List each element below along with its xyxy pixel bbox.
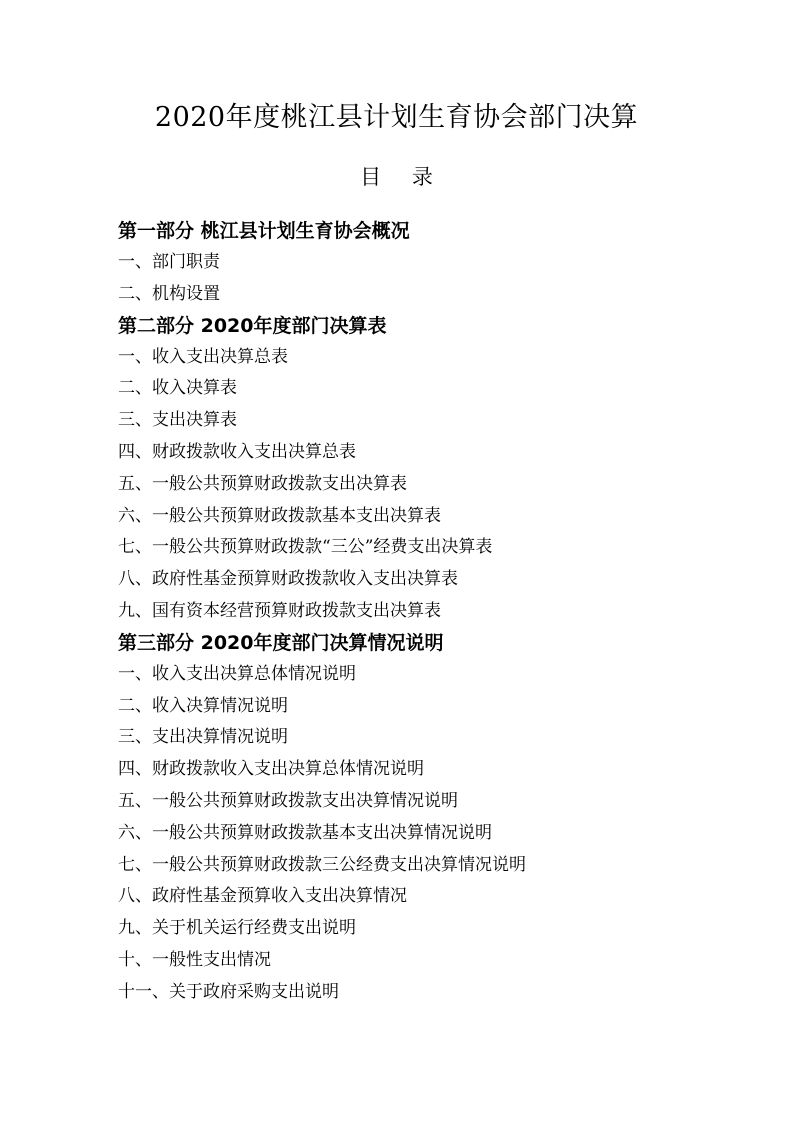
toc-item: 一、收入支出决算总体情况说明 [118, 663, 356, 684]
document-title: 2020年度桃江县计划生育协会部门决算 [154, 102, 639, 133]
toc-item: 二、收入决算情况说明 [118, 695, 288, 716]
toc-item: 七、一般公共预算财政拨款三公经费支出决算情况说明 [118, 854, 526, 875]
toc-item: 八、政府性基金预算财政拨款收入支出决算表 [118, 569, 458, 590]
toc-item: 一、收入支出决算总表 [118, 346, 288, 367]
toc-item: 一、部门职责 [118, 252, 220, 272]
toc-item: 二、收入决算表 [118, 378, 237, 399]
toc-part-3: 第三部分 2020年度部门决算情况说明 [118, 631, 444, 654]
toc-item: 七、一般公共预算财政拨款“三公”经费支出决算表 [118, 537, 493, 558]
toc-part-2: 第二部分 2020年度部门决算表 [118, 314, 387, 337]
toc-item: 十一、关于政府采购支出说明 [118, 981, 339, 1002]
toc-item: 六、一般公共预算财政拨款基本支出决算表 [118, 505, 441, 526]
toc-item: 五、一般公共预算财政拨款支出决算表 [118, 473, 407, 494]
toc-part-1: 第一部分 桃江县计划生育协会概况 [118, 220, 410, 242]
toc-item: 六、一般公共预算财政拨款基本支出决算情况说明 [118, 822, 492, 843]
toc-item: 四、财政拨款收入支出决算总体情况说明 [118, 759, 424, 780]
toc-item: 五、一般公共预算财政拨款支出决算情况说明 [118, 790, 458, 811]
toc-heading: 目 录 [360, 165, 445, 189]
toc-item: 二、机构设置 [118, 283, 220, 304]
toc-item: 九、关于机关运行经费支出说明 [118, 918, 356, 939]
toc-item: 十、一般性支出情况 [118, 949, 271, 970]
toc-item: 八、政府性基金预算收入支出决算情况 [118, 886, 407, 907]
toc-item: 九、国有资本经营预算财政拨款支出决算表 [118, 600, 441, 621]
table-of-contents [118, 216, 738, 1009]
toc-item: 四、财政拨款收入支出决算总表 [118, 441, 356, 462]
toc-item: 三、支出决算表 [118, 410, 237, 431]
toc-item: 三、支出决算情况说明 [118, 727, 288, 748]
